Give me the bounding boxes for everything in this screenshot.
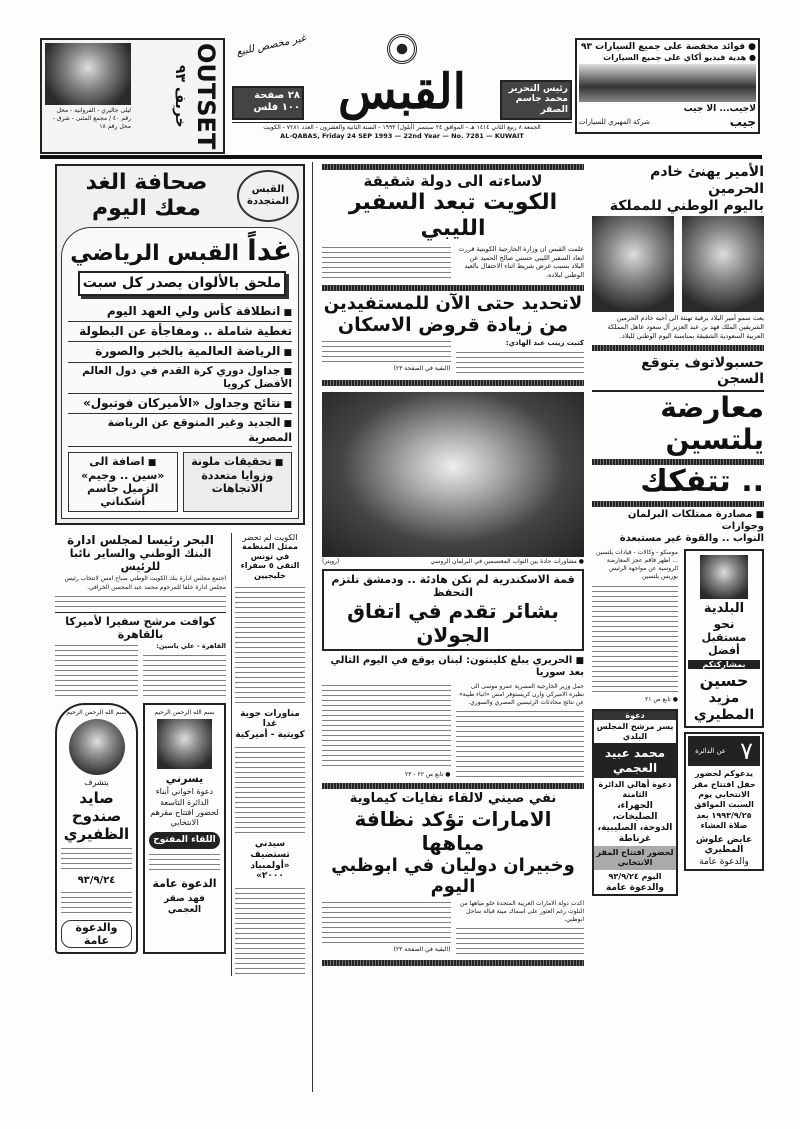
- sydney-headline: [235, 839, 305, 882]
- ad-line: نحو: [713, 616, 735, 631]
- tunis-headline: [235, 533, 305, 581]
- promo-title-1: صحافة الغد: [85, 170, 208, 195]
- ad-candidate-photo: [69, 719, 125, 775]
- ad-line: البلدية: [703, 601, 745, 617]
- ad-date: ٩٣/٩/٢٤: [77, 874, 116, 886]
- yeltsin-headline-1: معارضة يلتسين: [660, 391, 764, 457]
- libya-body: علمت القبس ان وزارة الخارجية الكويتية قررت ابعاد السفير الليبي حسني صالح الحميد عن البلاد بسبب عرض شريط اثناء الاحتفال بالعيد الوطني لبلاده.: [458, 244, 584, 280]
- amir-headline-1: الأمير يهنئ خادم الحرمين: [650, 164, 764, 197]
- left-column: [55, 164, 305, 976]
- golan-headline: بشائر تقدم في اتفاق الجولان: [347, 598, 559, 647]
- ad-event: اللقاء المفتوح: [149, 832, 220, 849]
- ad-top: دعوة: [594, 711, 676, 721]
- ad-jeep-brand: جيب: [729, 115, 756, 130]
- ad-outset-brand: OUTSET: [192, 43, 220, 150]
- logo: القبس: [338, 64, 466, 120]
- ad-outset-season: خريف ٩٣: [172, 64, 189, 128]
- date-arabic: الجمعة ٨ ربيع الثاني ١٤١٤ هـ - الموافق ٢٤ سبتمبر (أيلول) ١٩٩٣ - السنة الثانية والعشرون - العدد ٧٢٨١ - الكويت: [263, 124, 541, 131]
- housing-continued: (البقية في الصفحة ٢٣): [393, 365, 451, 373]
- yeltsin-body: موسكو - وكالات - قيادات يلتسين ... اظهر فاقم عجز المعارضة الروسية عن مواجهة الرئيس بوريس يلتسين: [596, 549, 678, 581]
- golan-subhead: ■ الحريري يبلغ كلينتون: لبنان يوقع في اليوم التالي بعد سوريا: [322, 655, 584, 679]
- cowart-headline: كوافت مرشح سفيرا لأميركا بالقاهرة: [65, 614, 216, 641]
- amir-headline-2: باليوم الوطني للمملكة: [609, 197, 764, 214]
- promo-supplement-name: القبس الرياضي: [70, 240, 240, 266]
- promo-box-left: [68, 452, 178, 511]
- promo-box-right-line: ■ تحقيقات ملونة: [186, 455, 290, 469]
- photo-caption: ● مشاورات حادة بين النواب المعتصمين في البرلمان الروسي: [430, 557, 584, 565]
- promo-item: ■ انطلاقة كأس ولي العهد اليوم: [68, 302, 292, 322]
- middle-column: [322, 164, 584, 966]
- ad-candidate-label: يسر مرشح المجلس البلدي: [596, 722, 674, 741]
- russian-parliament-photo: [322, 392, 584, 557]
- amir-body: بعث سمو أمير البلاد برقية تهنئة الى أخيه خادم الحرمين الشريفين الملك فهد بن عبد العزيز آل سعود عاهل المملكة العربية السعودية الشقيقة بمناسبة اليوم الوطني للبلاد.: [607, 314, 764, 340]
- ad-date: اليوم ٩٣/٩/٢٤: [608, 871, 662, 881]
- ad-footer: والدعوة عامة: [699, 856, 749, 867]
- promo-item: ■ جداول دوري كرة القدم في دول العالم الأفضل كرويا: [68, 363, 292, 394]
- ad-outset: [40, 38, 225, 154]
- promo-badge: القبس المتجددة: [237, 170, 299, 222]
- ad-basmala: بسم الله الرحمن الرحيم: [154, 708, 215, 716]
- uae-headline-2: وخبيران دوليان في ابوظبي اليوم: [331, 854, 575, 898]
- ad-jeep-dealer: شركة المهيري للسيارات: [579, 118, 650, 127]
- ad-dhafiri: [55, 703, 138, 954]
- ad-support: بمشاركتكم: [688, 660, 760, 670]
- editor-label: رئيس التحرير: [508, 83, 568, 94]
- yeltsin-sub-1: ■ مصادرة ممتلكات البرلمان وجوازات: [592, 509, 764, 533]
- date-english: AL-QABAS, Friday 24 SEP 1993 — 22nd Year — No. 7281 — KUWAIT: [280, 132, 524, 141]
- ad-jeep-car-image: [579, 64, 756, 102]
- ad-jeep-slogan: لاجيب... الا جيب: [683, 104, 756, 115]
- promo-item-list: [68, 302, 292, 447]
- ad-areas: الجهراء، الصليخات، الدوحة، الصليبية، غرناطة: [597, 801, 673, 844]
- ad-outset-photo: [45, 43, 131, 105]
- ad-ajmi: [592, 709, 678, 897]
- ad-name: فهد صقر العجمي: [164, 893, 205, 915]
- maneuvers-headline: [235, 709, 305, 741]
- housing-headline-1: لاتحديد حتى الآن للمستفيدين: [323, 292, 583, 314]
- ad-host: عايض علوش المطيري: [695, 834, 753, 855]
- sydney-headline-line: سيدني تستضيف: [250, 839, 290, 860]
- golan-kicker: قمة الاسكندرية لم تكن هادئة .. ودمشق تلتزم التحفظ: [331, 572, 575, 599]
- editor-name: محمد جاسم الصقر: [515, 94, 568, 116]
- housing-headline-2: من زيادة قروض الاسكان: [337, 314, 569, 337]
- promo-item: ■ نتائج وجداول «الأميركان فوتبول»: [68, 394, 292, 414]
- ad-honor: يتشرف: [84, 777, 109, 787]
- amir-photo-kuwait-amir: [682, 216, 764, 312]
- tunis-headline-line: الكويت لم تحضر: [242, 532, 298, 542]
- ad-footer: والدعوة عامة: [605, 883, 665, 894]
- right-column: [592, 164, 764, 896]
- golan-continued: ● تابع ص ٢٢ - ٢٣: [405, 770, 451, 778]
- ad-invite-text: يدعوكم لحضور حفل افتتاح مقر الانتخابي يوم السبت الموافق ١٩٩٣/٩/٢٥ بعد صلاة العشاء: [692, 769, 756, 831]
- ad-name: مزيد: [708, 690, 740, 707]
- logo-sun-icon: [387, 34, 417, 64]
- ad-invite: دعوة اخواني أبناء الدائرة التاسعة لحضور افتتاح مقرهم الانتخابي: [150, 787, 219, 828]
- ad-event: لحضور افتتاح المقر الانتخابي: [594, 846, 676, 869]
- tunis-headline-line: التقى ٥ سفراء خليجيين: [240, 561, 300, 581]
- ad-footer: والدعوة عامة: [61, 920, 132, 948]
- ad-baladiya-mutairi: [684, 549, 764, 728]
- promo-item: ■ الرياضة العالمية بالخبر والصورة: [68, 342, 292, 362]
- ad-yusr: [143, 703, 226, 954]
- promo-banner: ملحق بالألوان يصدر كل سبت: [78, 271, 286, 296]
- masthead-center: [232, 34, 572, 141]
- ad-name: حسين: [699, 671, 749, 691]
- ad-jeep-line1: ● فوائد مخفضة على جميع السيارات ٩٣: [581, 42, 756, 52]
- uae-continued: (البقية في الصفحة ٢٣): [393, 946, 451, 953]
- promo-title-2: معك اليوم: [92, 196, 201, 222]
- housing-byline: كتبت زينب عبد الهادي:: [505, 339, 584, 348]
- uae-kicker: نفي صيني لالقاء نفايات كيماوية: [349, 791, 557, 807]
- ad-line: يسرني: [165, 771, 204, 785]
- page-count: ٢٨ صفحة: [254, 90, 300, 101]
- ad-outset-address: ليلى جاليري - الفروانية - محل رقم ٤٠ / مجمع المثنى - شرق - محل رقم ١٨: [52, 107, 131, 131]
- yeltsin-kicker: حسبولاتوف يتوقع السجن: [641, 354, 764, 388]
- golan-body: حمل وزير الخارجية المصرية عمرو موسى الى نظيره الاميركي وارن كريستوفر امس «انباء طيبة» عن نتائج محادثات الرئيسين المصري والسوري.: [458, 682, 584, 707]
- bahar-headline-1: البحر رئيسا لمجلس ادارة: [67, 532, 214, 547]
- promo-tomorrow: غداً: [247, 233, 292, 267]
- maneuvers-headline-line: مناورات جوية غدا: [240, 708, 300, 730]
- ad-name: المطيري: [693, 707, 755, 724]
- ad-name: محمد عبيد العجمي: [594, 743, 676, 778]
- promo-box-right-line: الاتجاهات: [211, 482, 263, 496]
- ad-invite: دعوة أهالي الدائرة الثامنة: [598, 780, 672, 799]
- promo-box-left-line: «سين .. وجيم»: [81, 469, 165, 483]
- ad-name: صايد صندوح الظفيري: [63, 788, 130, 843]
- bahar-headline-2: البنك الوطني والساير نائبا للرئيس: [69, 547, 212, 574]
- uae-headline-1: الامارات تؤكد نظافة مياهها: [354, 806, 552, 855]
- promo-item: ■ الجديد وغير المتوقع عن الرياضة المصرية: [68, 414, 292, 447]
- promo-item: تغطية شاملة .. ومفاجأة عن البطولة: [68, 322, 292, 342]
- libya-headline: الكويت تبعد السفير الليبي: [348, 190, 558, 242]
- libya-kicker: لاساءته الى دولة شقيقة: [363, 172, 543, 190]
- bahar-body: اجتمع مجلس ادارة بنك الكويت الوطني صباح امس لانتخاب رئيس مجلس ادارة خلفا للمرحوم محمد عبد المحسن الخرافي.: [64, 575, 226, 591]
- ad-footer: الدعوة عامة: [152, 876, 217, 890]
- narrow-column: [231, 533, 305, 977]
- promo-box-left-line: ■ اضافة الى: [71, 455, 175, 469]
- promo-box-right: [183, 452, 293, 511]
- amir-photo-saudi-king: [592, 216, 674, 312]
- uae-body: اكدت دولة الامارات العربية المتحدة خلو مياهها من التلوث رغم العثور على اسماك ميتة قبالة ساحل ابوظبي.: [459, 900, 584, 924]
- pages-price-box: [232, 86, 304, 120]
- price: ١٠٠ فلس: [253, 102, 300, 113]
- yeltsin-sub-2: النواب .. والقوة غير مستبعدة: [619, 533, 764, 545]
- ad-basmala: بسم الله الرحمن الرحيم: [66, 708, 127, 716]
- ad-mutairi-invite: [684, 732, 764, 871]
- tunis-headline-line: ممثل المنظمة في تونس: [242, 542, 298, 561]
- yeltsin-continued: ● تابع ص ٢١: [644, 695, 678, 703]
- yeltsin-headline-2: .. تتفكك: [640, 463, 764, 499]
- cowart-byline: القاهرة - علي ياسين:: [156, 641, 226, 650]
- ad-district-label: عن الدائرة: [695, 747, 726, 756]
- ad-jeep-line2: ● هدية فيديو أكاي على جميع السيارات: [603, 52, 756, 62]
- not-for-sale-stamp: غير مخصص للبيع: [235, 32, 307, 59]
- promo-box-right-line: وزوايا متعددة: [201, 469, 274, 483]
- ad-candidate-photo: [700, 555, 748, 599]
- ad-jeep: [575, 38, 760, 134]
- editor-box: [500, 80, 572, 120]
- sports-supplement-promo: [55, 164, 305, 525]
- promo-box-left-line: الزميل جاسم أشكناني: [87, 482, 159, 509]
- ad-candidate-photo: [157, 719, 212, 769]
- photo-credit: (رويتر): [322, 557, 340, 565]
- sydney-headline-line: «أولمبياد ٢٠٠٠»: [250, 860, 290, 882]
- ad-line: مستقبل أفضل: [701, 631, 747, 658]
- ad-district-number: ٧: [740, 736, 753, 765]
- maneuvers-headline-line: كويتية - أميركية: [235, 730, 305, 741]
